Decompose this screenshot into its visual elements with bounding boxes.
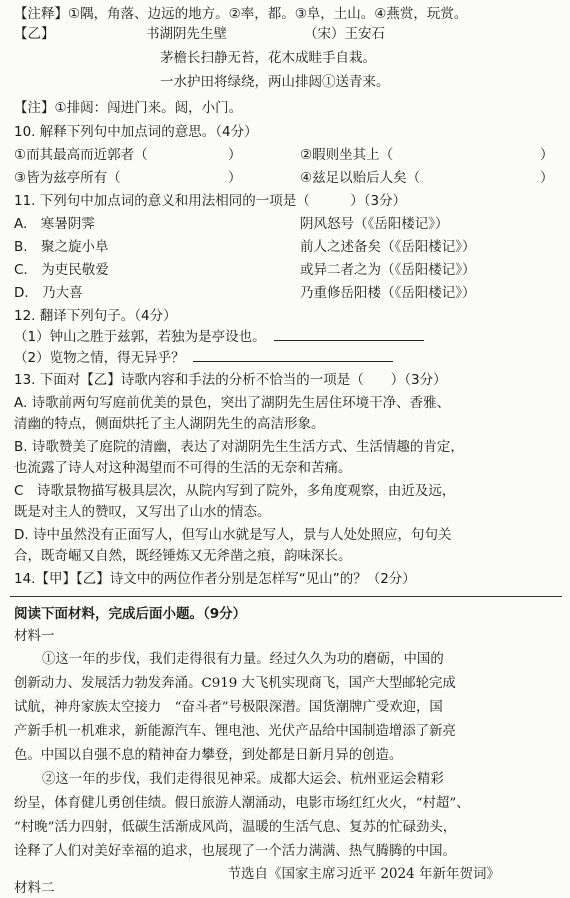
poem-line-1: 茅檐长扫静无苔，花木成畦手自栽。 — [160, 50, 376, 66]
p2-line: ②这一年的步伐，我们走得很见神采。成都大运会、杭州亚运会精彩 — [42, 772, 444, 787]
q12-sentence-2-row — [14, 348, 558, 368]
q10-item-3-close: ） — [228, 170, 242, 186]
q11-option-b-left: B. 聚之旋小阜 — [14, 239, 109, 255]
q13-b-line-2: 也流露了诗人对这种渴望而不可得的生活的无奈和苦痛。 — [14, 460, 352, 476]
poem-line-2: 一水护田将绿绕，两山排闼①送青来。 — [160, 74, 390, 90]
q11-stem: 11. 下列句中加点词的意义和用法相同的一项是（ ）（3分） — [14, 193, 407, 209]
material-1-label: 材料一 — [14, 628, 55, 644]
q10-stem: 10. 解释下列句中加点词的意思。（4分） — [14, 124, 258, 140]
q10-item-4: ④兹足以贻后人矣（ — [300, 170, 421, 186]
p1-line: 产新手机一机难求，新能源汽车、锂电池、光伏产品给中国制造增添了新亮 — [14, 724, 456, 739]
p1-line: 创新动力、发展活力勃发奔涌。C919 大飞机实现商飞，国产大型邮轮完成 — [14, 676, 456, 691]
notes-jia: 【注释】①隅，角落、边远的地方。②率，都。③阜，土山。④燕赏，玩赏。 — [14, 6, 468, 22]
section-divider — [10, 596, 562, 597]
poem-tag: 【乙】 — [14, 26, 55, 42]
q12-sentence-1-row — [14, 327, 558, 347]
q13-stem: 13. 下面对【乙】诗歌内容和手法的分析不恰当的一项是（ ）（3分） — [14, 372, 447, 388]
q10-item-2-close: ） — [540, 147, 554, 163]
material-1-paragraph-2 — [14, 768, 558, 864]
p2-line: 纷呈，体育健儿勇创佳绩。假日旅游人潮涌动，电影市场红红火火，“村超”、 — [14, 796, 470, 811]
poem-author: （宋）王安石 — [304, 26, 385, 42]
q11-option-a — [14, 214, 558, 234]
q13-c-line-1: C 诗歌景物描写极具层次，从院内写到了院外，多角度观察，由近及远， — [14, 483, 456, 499]
q10-item-1-close: ） — [228, 147, 242, 163]
p1-line: 试航，神舟家族太空接力 “奋斗者”号极限深潜。国货潮牌广受欢迎，国 — [14, 700, 443, 715]
q11-option-d-right: 乃重修岳阳楼（《岳阳楼记》） — [300, 285, 476, 301]
poem-note: 【注】①排闼：闯进门来。闼，小门。 — [14, 100, 243, 116]
q13-d-line-2: 合，既奇崛又自然，既经锤炼又无斧凿之痕，韵味深长。 — [14, 548, 352, 564]
q11-option-a-right: 阴风怒号（《岳阳楼记》） — [300, 216, 449, 232]
q10-item-4-close: ） — [540, 170, 554, 186]
poem-header — [14, 24, 558, 44]
q11-option-b — [14, 237, 558, 257]
q14-stem: 14.【甲】【乙】诗文中的两位作者分别是怎样写“见山”的？（2分） — [14, 571, 416, 587]
q11-option-c-right: 或异二者之为（《岳阳楼记》） — [300, 262, 476, 278]
q11-option-c-left: C. 为吏民敬爱 — [14, 262, 109, 278]
q13-d-line-1: D. 诗中虽然没有正面写人，但写山水就是写人，景与人处处照应，句句关 — [14, 527, 452, 543]
q11-option-b-right: 前人之述备矣（《岳阳楼记》） — [300, 239, 476, 255]
q10-row-2 — [14, 168, 558, 188]
q11-option-c — [14, 260, 558, 280]
material-1-source: 节选自《国家主席习近平 2024 年新年贺词》 — [227, 866, 500, 882]
q13-a-line-1: A. 诗歌前两句写庭前优美的景色，突出了湖阴先生居住环境干净、香雅、 — [14, 395, 451, 411]
p2-line: 诠释了人们对美好幸福的追求，也展现了一个活力满满、热气腾腾的中国。 — [14, 844, 456, 859]
q10-item-3: ③皆为兹亭所有（ — [14, 170, 121, 186]
material-1-paragraph-1 — [14, 648, 558, 768]
q11-option-d — [14, 283, 558, 303]
p1-line: ①这一年的步伐，我们走得很有力量。经过久久为功的磨砺，中国的 — [42, 652, 444, 667]
q11-option-d-left: D. 乃大喜 — [14, 285, 83, 301]
q12-sentence-2: （2）览物之情，得无异乎？ — [14, 350, 185, 366]
p2-line: “村晚”活力四射，低碳生活渐成风尚，温暖的生活气息、复苏的忙碌劲头， — [14, 820, 457, 835]
q10-row-1 — [14, 145, 558, 165]
reading-header: 阅读下面材料，完成后面小题。（9分） — [14, 606, 247, 622]
q12-answer-line-1[interactable] — [274, 327, 424, 341]
poem-title: 书湖阴先生壁 — [146, 26, 227, 42]
q13-b-line-1: B. 诗歌赞美了庭院的清幽，表达了对湖阴先生生活方式、生活情趣的肯定， — [14, 439, 464, 455]
q10-item-2: ②暇则坐其上（ — [300, 147, 394, 163]
q10-item-1: ①而其最高而近郭者（ — [14, 147, 148, 163]
material-2-label: 材料二 — [14, 880, 55, 896]
q12-stem: 12. 翻译下列句子。（4分） — [14, 308, 177, 324]
q12-answer-line-2[interactable] — [193, 348, 393, 362]
q13-c-line-2: 既是对主人的赞叹，又写出了山水的情态。 — [14, 504, 271, 520]
p1-line: 色。中国以自强不息的精神奋力攀登，到处都是日新月异的创造。 — [14, 748, 403, 763]
q12-sentence-1: （1）钟山之胜于兹郭，若独为是亭设也。 — [14, 329, 266, 345]
q11-option-a-left: A. 寒暑阴霁 — [14, 216, 95, 232]
q13-a-line-2: 清幽的特点，侧面烘托了主人湖阴先生的高洁形象。 — [14, 416, 325, 432]
